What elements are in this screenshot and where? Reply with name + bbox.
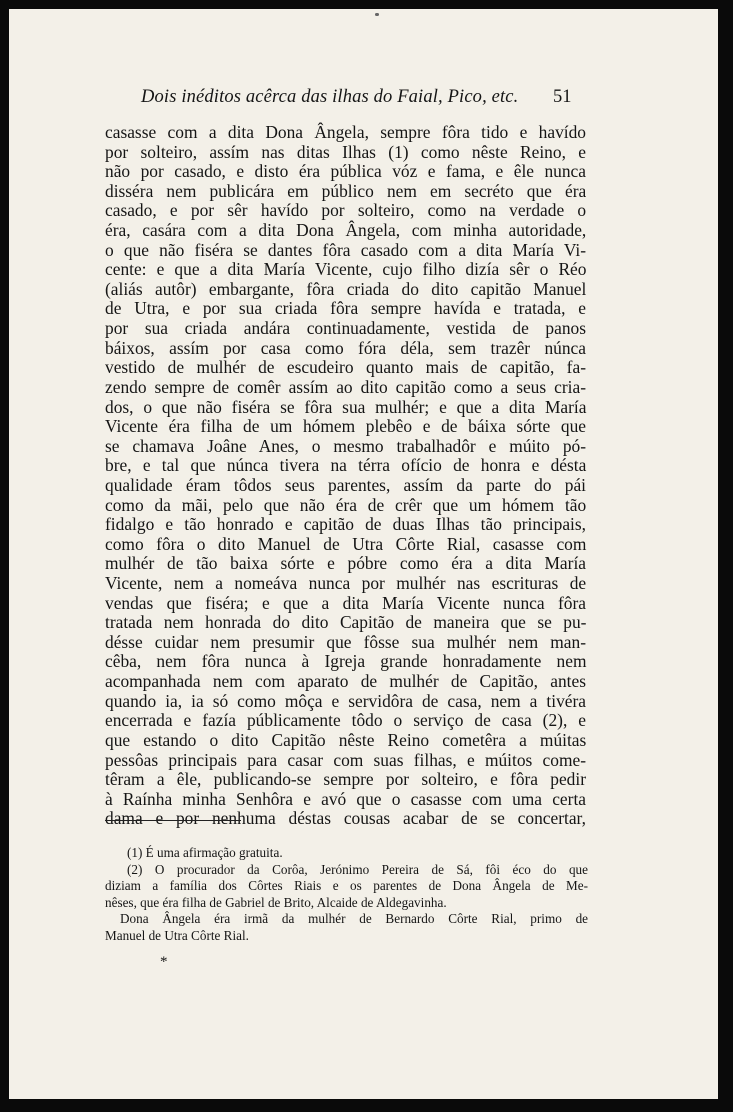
body-line: casado, e por sêr havído por solteiro, como na verdade o <box>105 200 587 221</box>
body-line: se chamava Joâne Anes, o mesmo trabalhadôr e múito pó- <box>105 435 586 456</box>
body-line: por solteiro, assím nas ditas Ilhas (1) como nêste Reino, e <box>105 141 586 162</box>
footnote-2-line: (2) O procurador da Corôa, Jerónimo Pereira de Sá, fôi éco do que <box>127 861 588 877</box>
body-line: éra, casára com a dita Dona Ângela, com minha autoridade, <box>105 220 587 241</box>
body-line: pessôas principais para casar com suas filhas, e múitos come- <box>105 749 586 770</box>
body-line: de Utra, e por sua criada fôra sempre havída e tratada, e <box>105 298 586 319</box>
footnote-1: (1) É uma afirmação gratuita. <box>127 845 283 860</box>
book-page <box>9 9 718 1099</box>
body-line: dos, o que não fiséra se fôra sua mulhér; e que a dita María <box>105 396 587 417</box>
body-line: à Raínha minha Senhôra e avó que o casasse com uma certa <box>105 788 586 809</box>
body-line: Vicente, nem a nomeáva nunca por mulhér nas escrituras de <box>105 573 587 594</box>
footnote-rule <box>105 820 241 821</box>
body-line: encerrada e fazía públicamente tôdo o serviço de casa (2), e <box>105 710 586 731</box>
body-line: désse cuidar nem presumir que fôsse sua mulhér nem man- <box>105 631 586 652</box>
page-header <box>9 87 718 111</box>
body-line: Vicente éra filha de um hómem plebêo e de báixa sórte que <box>105 416 586 437</box>
body-text <box>105 123 586 829</box>
body-line: têram a êle, publicando-se sempre por solteiro, e fôra pedir <box>105 769 586 790</box>
body-line: por sua criada andára continuadamente, vestida de panos <box>105 318 586 339</box>
closing-asterisk: * <box>160 954 168 970</box>
body-line: disséra nem publicára em público nem em secréto que éra <box>105 180 587 201</box>
body-line: como da mãi, pelo que não éra de crêr que um hómem tão <box>105 494 587 515</box>
body-line: dama e por nenhuma déstas cousas acabar de se concertar, <box>105 808 586 829</box>
body-line: vendas que fiséra; e que a dita María Vicente nunca fôra <box>105 592 586 613</box>
body-line: fidalgo e tão honrado e capitão de duas Ilhas tão principais, <box>105 514 586 535</box>
footnote-3-line: Dona Ângela éra irmã da mulhér de Bernardo Côrte Rial, primo de <box>120 911 589 927</box>
running-title: Dois inéditos acêrca das ilhas do Faial, Pico, etc. <box>141 87 519 107</box>
body-line: cêba, nem fôra nunca à Igreja grande honradamente nem <box>105 651 587 672</box>
footnotes <box>105 845 588 945</box>
body-line: qualidade éram tôdos seus parentes, assím da parte do pái <box>105 474 586 495</box>
body-line: mulhér de tão baixa sórte e póbre como éra a dita María <box>105 553 586 574</box>
body-line: báixos, assím por casa como fóra déla, sem trazêr núnca <box>105 337 586 358</box>
scan-speck <box>375 13 379 16</box>
body-line: quando ia, ia só como môça e servidôra de casa, nem a tivéra <box>105 690 586 711</box>
body-line: acompanhada nem com aparato de mulhér de Capitão, antes <box>105 671 586 692</box>
body-line: cente: e que a dita María Vicente, cujo filho dizía sêr o Réo <box>105 259 587 280</box>
footnote-3-line: Manuel de Utra Côrte Rial. <box>105 927 249 943</box>
page-number: 51 <box>553 87 572 107</box>
body-line: que estando o dito Capitão nêste Reino cometêra a múitas <box>105 729 587 750</box>
body-line: tratada nem honrada do dito Capitão de maneira que se pu- <box>105 612 587 633</box>
body-line: o que não fiséra se dantes fôra casado com a dita María Vi- <box>105 239 587 260</box>
body-line: bre, e tal que núnca tivera na térra ofício de honra e désta <box>105 455 587 476</box>
footnote-2-line: diziam a família dos Côrtes Riais e os parentes de Dona Ângela de Me- <box>105 878 588 894</box>
body-line: não por casado, e disto éra pública vóz e fama, e êle nunca <box>105 161 586 182</box>
body-line: vestido de mulhér de escudeiro quanto mais de capitão, fa- <box>105 357 586 378</box>
footnote-2-line: nêses, que éra filha de Gabriel de Brito, Alcaide de Aldegavinha. <box>105 894 447 910</box>
body-line: como fôra o dito Manuel de Utra Côrte Rial, casasse com <box>105 533 587 554</box>
body-line: (aliás autôr) embargante, fôra criada do dito capitão Manuel <box>105 278 587 299</box>
body-line: zendo sempre de comêr assím ao dito capitão como a seus cria- <box>105 376 586 397</box>
body-line: casasse com a dita Dona Ângela, sempre fôra tido e havído <box>105 122 586 142</box>
